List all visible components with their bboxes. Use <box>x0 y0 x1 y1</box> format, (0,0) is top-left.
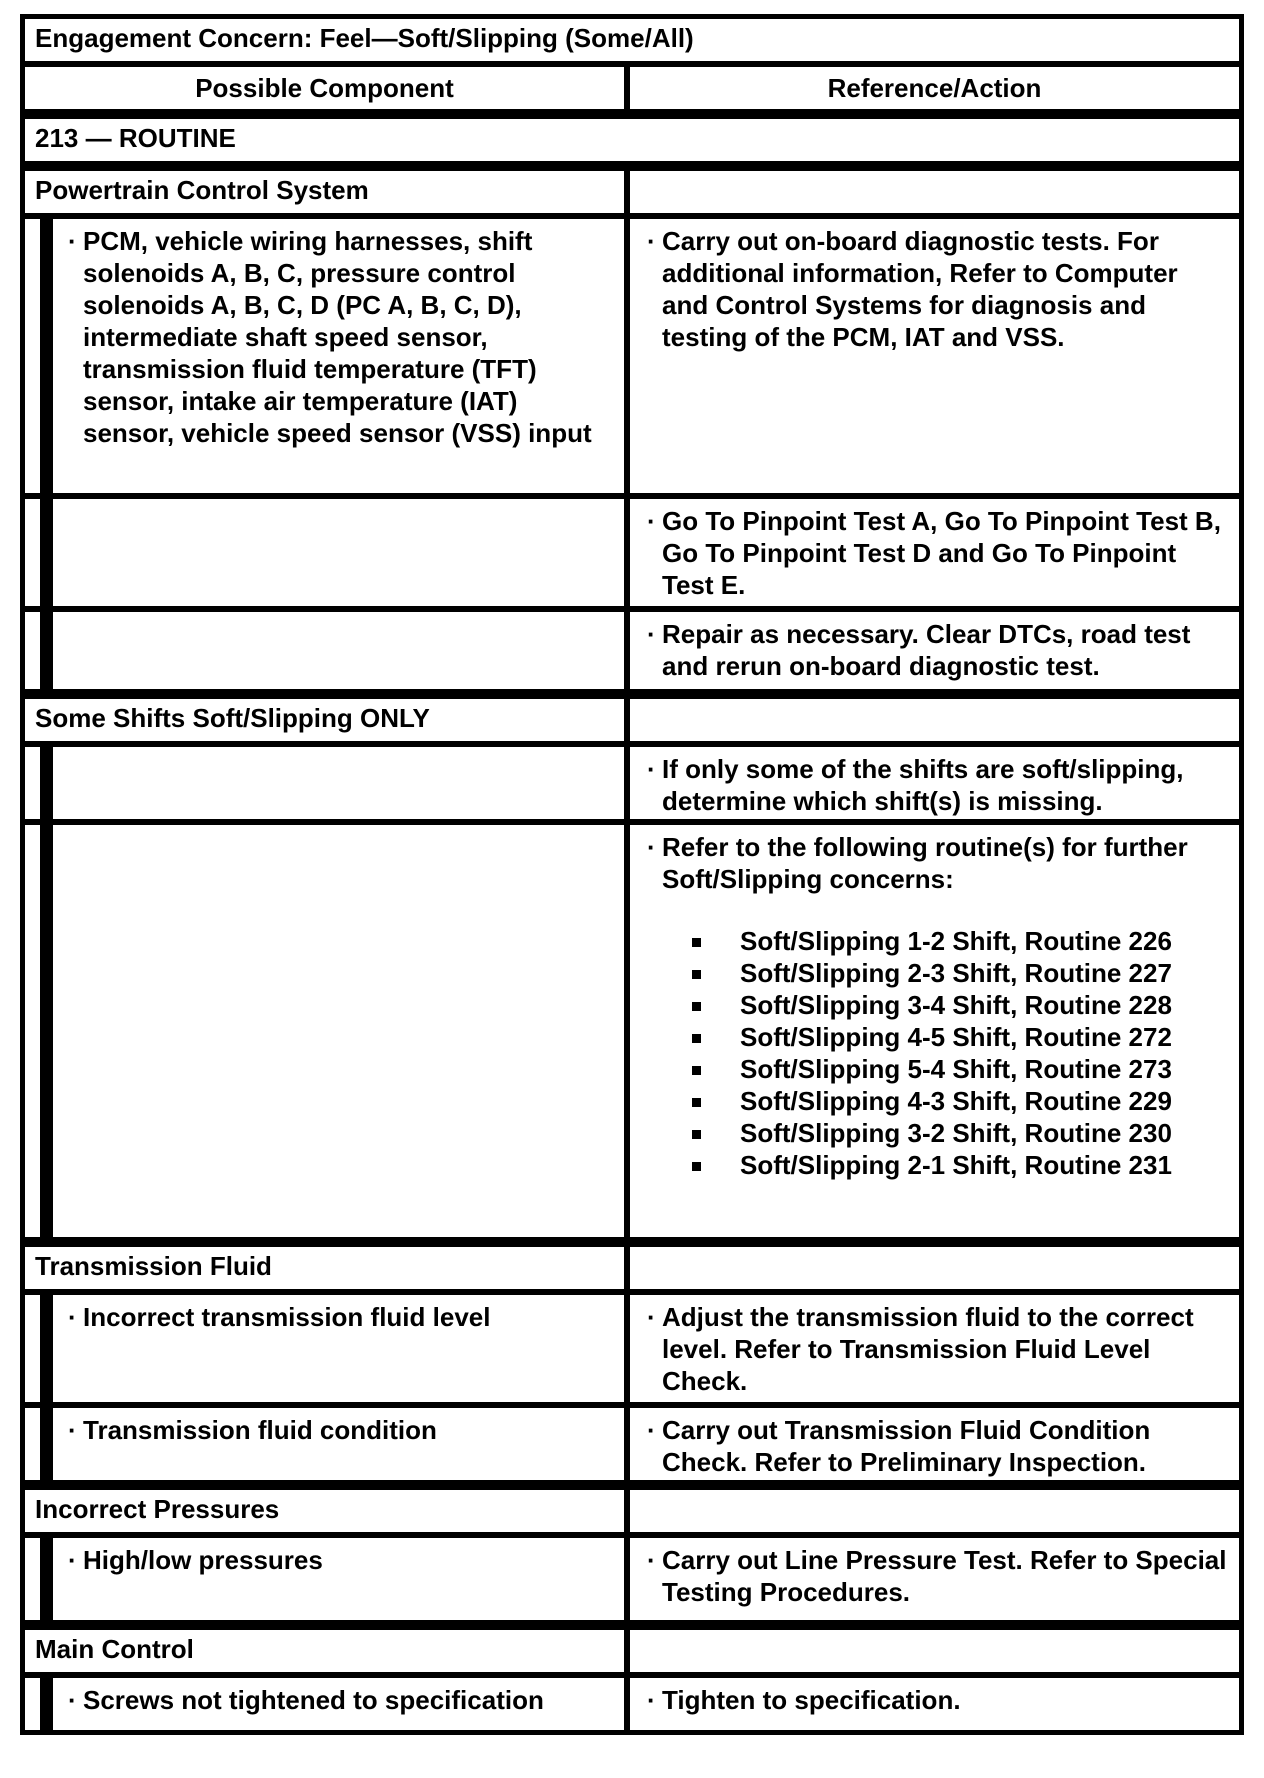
bullet-text: Adjust the transmission fluid to the correct level. Refer to Transmission Fluid Level Check. <box>662 1302 1194 1396</box>
square-bullet-icon <box>692 1002 701 1011</box>
section-action-empty <box>625 1485 1244 1537</box>
routine-list-text: Soft/Slipping 2-3 Shift, Routine 227 <box>740 958 1172 988</box>
action-cell <box>625 1673 1244 1735</box>
square-bullet-icon <box>692 970 701 979</box>
bullet-text: PCM, vehicle wiring harnesses, shift solenoids A, B, C, pressure control solenoids A, B, C, D (PC A, B, C, D), intermediate shaft speed sensor, transmission fluid temperature (TFT) sensor, intake air temperature (IAT) sensor, vehicle speed sensor (VSS) input <box>83 226 592 448</box>
section-label: Incorrect Pressures <box>20 1485 629 1537</box>
bullet-text: If only some of the shifts are soft/slipping, determine which shift(s) is missing. <box>662 754 1184 816</box>
action-text <box>630 825 1239 895</box>
bullet-mark: · <box>647 506 656 536</box>
bullet-mark: · <box>647 754 656 784</box>
square-bullet-icon <box>692 1130 701 1139</box>
square-bullet-icon <box>692 1034 701 1043</box>
bullet-mark: · <box>647 226 656 256</box>
component-cell <box>48 1290 629 1407</box>
action-text <box>630 1295 1239 1397</box>
component-cell <box>48 742 629 824</box>
action-text <box>630 612 1239 682</box>
routine-list-item <box>692 989 1239 1021</box>
action-cell <box>625 1290 1244 1407</box>
component-text <box>53 1538 624 1576</box>
action-text <box>630 1408 1239 1478</box>
bullet-mark: · <box>647 1685 656 1715</box>
bullet-mark: · <box>68 1415 77 1445</box>
column-header-action: Reference/Action <box>625 62 1244 114</box>
routine-label: 213 — ROUTINE <box>20 114 1244 166</box>
bullet-mark: · <box>68 1545 77 1575</box>
action-text <box>630 219 1239 353</box>
action-text <box>630 499 1239 601</box>
bullet-mark: · <box>647 1415 656 1445</box>
bullet-text: Go To Pinpoint Test A, Go To Pinpoint Test B, Go To Pinpoint Test D and Go To Pinpoint Test E. <box>662 506 1221 600</box>
component-text <box>53 1408 624 1446</box>
routine-list-text: Soft/Slipping 1-2 Shift, Routine 226 <box>740 926 1172 956</box>
section-action-empty <box>625 166 1244 218</box>
indent-bar <box>40 1403 48 1485</box>
component-cell <box>48 1673 629 1735</box>
diagnostic-table <box>20 14 1244 1764</box>
bullet-text: Carry out on-board diagnostic tests. For additional information, Refer to Computer and Control Systems for diagnosis and testing of the PCM, IAT and VSS. <box>662 226 1178 352</box>
routine-list-text: Soft/Slipping 5-4 Shift, Routine 273 <box>740 1054 1172 1084</box>
section-action-empty <box>625 694 1244 746</box>
component-cell <box>48 607 629 694</box>
section-action-empty <box>625 1242 1244 1294</box>
section-label: Transmission Fluid <box>20 1242 629 1294</box>
square-bullet-icon <box>692 1066 701 1075</box>
bullet-mark: · <box>647 1302 656 1332</box>
routine-list <box>630 925 1239 1181</box>
section-label: Some Shifts Soft/Slipping ONLY <box>20 694 629 746</box>
routine-list-item <box>692 1053 1239 1085</box>
bullet-mark: · <box>68 226 77 256</box>
action-cell <box>625 494 1244 611</box>
component-text <box>53 219 624 449</box>
bullet-text: Transmission fluid condition <box>83 1415 437 1445</box>
action-cell <box>625 820 1244 1242</box>
action-cell <box>625 607 1244 694</box>
square-bullet-icon <box>692 1098 701 1107</box>
action-cell <box>625 742 1244 824</box>
action-cell <box>625 1533 1244 1625</box>
routine-list-item <box>692 1085 1239 1117</box>
bullet-text: Incorrect transmission fluid level <box>83 1302 491 1332</box>
bullet-mark: · <box>647 1545 656 1575</box>
bullet-text: Repair as necessary. Clear DTCs, road test and rerun on-board diagnostic test. <box>662 619 1191 681</box>
component-cell <box>48 1533 629 1625</box>
routine-list-text: Soft/Slipping 4-5 Shift, Routine 272 <box>740 1022 1172 1052</box>
indent-bar <box>40 1290 48 1407</box>
routine-list-item <box>692 1117 1239 1149</box>
bullet-text: High/low pressures <box>83 1545 323 1575</box>
component-text <box>53 1295 624 1333</box>
action-text <box>630 1538 1239 1608</box>
component-cell <box>48 1403 629 1485</box>
routine-list-item <box>692 1021 1239 1053</box>
column-header-component: Possible Component <box>20 62 629 114</box>
bullet-text: Carry out Line Pressure Test. Refer to Special Testing Procedures. <box>662 1545 1227 1607</box>
bullet-mark: · <box>68 1685 77 1715</box>
bullet-mark: · <box>647 619 656 649</box>
indent-bar <box>40 1533 48 1625</box>
routine-list-text: Soft/Slipping 2-1 Shift, Routine 231 <box>740 1150 1172 1180</box>
square-bullet-icon <box>692 1162 701 1171</box>
indent-bar <box>40 607 48 694</box>
bullet-text: Screws not tightened to specification <box>83 1685 544 1715</box>
action-cell <box>625 214 1244 498</box>
section-label: Main Control <box>20 1625 629 1677</box>
bullet-text: Refer to the following routine(s) for further Soft/Slipping concerns: <box>662 832 1188 894</box>
routine-list-text: Soft/Slipping 3-4 Shift, Routine 228 <box>740 990 1172 1020</box>
bullet-mark: · <box>68 1302 77 1332</box>
action-text <box>630 1678 1239 1716</box>
component-cell <box>48 494 629 611</box>
action-cell <box>625 1403 1244 1485</box>
indent-bar <box>40 820 48 1242</box>
section-label: Powertrain Control System <box>20 166 629 218</box>
indent-bar <box>40 214 48 498</box>
section-action-empty <box>625 1625 1244 1677</box>
action-text <box>630 747 1239 817</box>
bullet-text: Carry out Transmission Fluid Condition Check. Refer to Preliminary Inspection. <box>662 1415 1151 1477</box>
component-text <box>53 1678 624 1716</box>
routine-list-item <box>692 925 1239 957</box>
routine-list-text: Soft/Slipping 4-3 Shift, Routine 229 <box>740 1086 1172 1116</box>
square-bullet-icon <box>692 938 701 947</box>
indent-bar <box>40 742 48 824</box>
routine-list-item <box>692 1149 1239 1181</box>
component-cell <box>48 820 629 1242</box>
indent-bar <box>40 494 48 611</box>
component-cell <box>48 214 629 498</box>
indent-bar <box>40 1673 48 1735</box>
routine-list-item <box>692 957 1239 989</box>
bullet-mark: · <box>647 832 656 862</box>
bullet-text: Tighten to specification. <box>662 1685 961 1715</box>
table-title: Engagement Concern: Feel—Soft/Slipping (Some/All) <box>20 14 1244 66</box>
routine-list-text: Soft/Slipping 3-2 Shift, Routine 230 <box>740 1118 1172 1148</box>
